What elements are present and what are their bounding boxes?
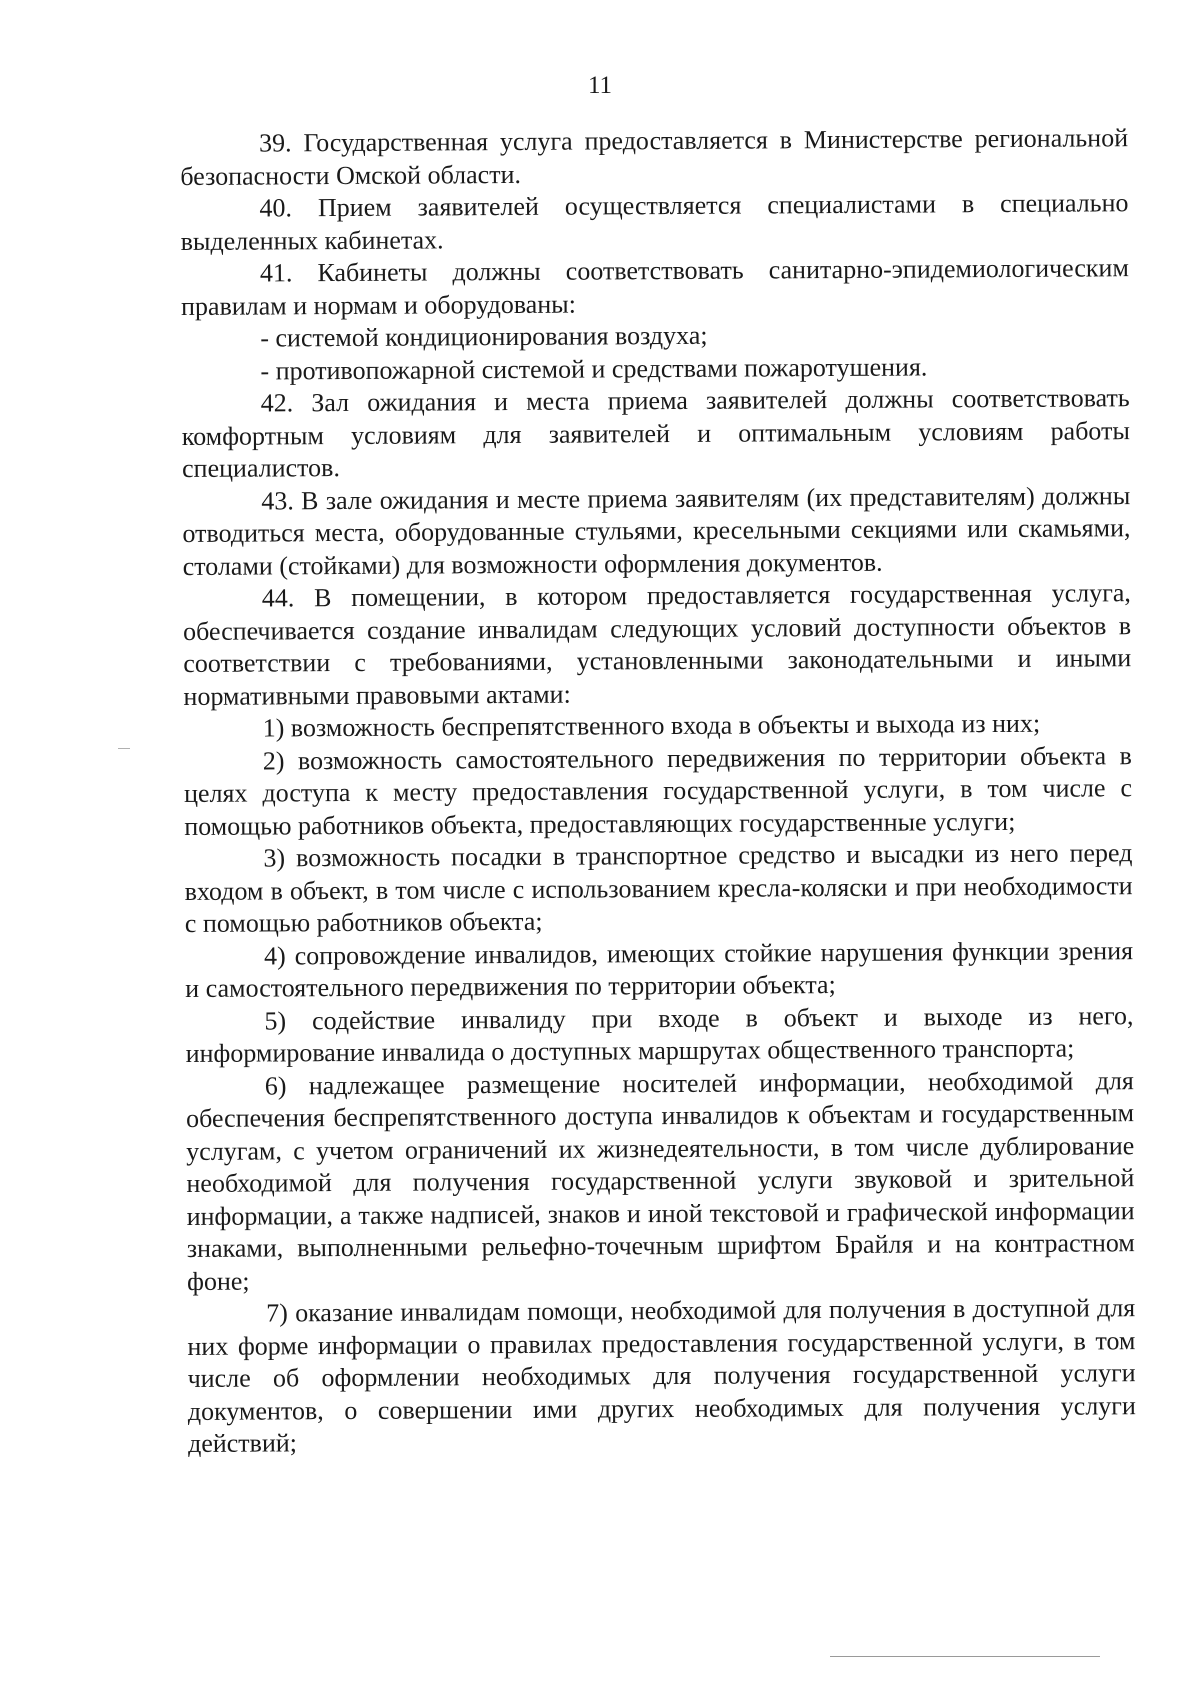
scan-mark xyxy=(118,748,130,749)
list-item-air-conditioning: - системой кондиционирования воздуха; xyxy=(260,320,708,353)
scan-edge-line xyxy=(830,1656,1100,1657)
list-item-4: 4) сопровождение инвалидов, имеющих стойкие нарушения функции зрения и самостоятельного передвижения по территории объекта; xyxy=(185,935,1134,1003)
page-number: 11 xyxy=(587,72,613,99)
list-item-3: 3) возможность посадки в транспортное средство и высадки из него перед входом в объект, в том числе с использованием кресла-коляски и при необходимости с помощью работников объекта; xyxy=(184,838,1133,938)
paragraph-41: 41. Кабинеты должны соответствовать санитарно-эпидемиологическим правилам и нормам и оборудованы: xyxy=(180,253,1129,321)
paragraph-42: 42. Зал ожидания и места приема заявителей должны соответствовать комфортным условиям для заявителей и оптимальным условиям работы специалистов. xyxy=(181,383,1130,483)
list-item-2: 2) возможность самостоятельного передвижения по территории объекта в целях доступа к месту предоставления государственной услуги, в том числе с помощью работников объекта, предоставляющих государственные услуги; xyxy=(183,740,1133,841)
document-body xyxy=(180,122,1136,1460)
paragraph-39: 39. Государственная услуга предоставляется в Министерстве региональной безопасности Омской области. xyxy=(180,123,1129,191)
paragraph-43: 43. В зале ожидания и месте приема заявителям (их представителям) должны отводиться места, оборудованные стульями, кресельными секциями или скамьями, столами (стойками) для возможности оформления документов. xyxy=(182,480,1131,581)
list-item-5: 5) содействие инвалиду при входе в объект и выходе из него, информирование инвалида о доступных маршрутах общественного транспорта; xyxy=(185,1000,1134,1068)
paragraph-44: 44. В помещении, в котором предоставляется государственная услуга, обеспечивается создание инвалидам следующих условий доступности объектов в соответствии с требованиями, установленными законодательными и иными нормативными правовыми актами: xyxy=(182,578,1132,711)
paragraph-40: 40. Прием заявителей осуществляется специалистами в специально выделенных кабинетах. xyxy=(180,188,1129,256)
list-item-6: 6) надлежащее размещение носителей информации, необходимой для обеспечения беспрепятственного доступа инвалидов к объектам и государственным услугам, с учетом ограничений их жизнедеятельности, в том числе дублирование необходимой для получения государственной услуги звуковой и зрительной информации, а также надписей, знаков и иной текстовой и графической информации знаками, выполненными рельефно-точечным шрифтом Брайля и на контрастном фоне; xyxy=(185,1065,1135,1296)
list-item-fire-protection: - противопожарной системой и средствами пожаротушения. xyxy=(260,351,928,386)
list-item-7: 7) оказание инвалидам помощи, необходимой для получения в доступной для них форме информации о правилах предоставления государственной услуги, в том числе об оформлении необходимых для получения государственной услуги документов, о совершении ими других необходимых для получения услуги действий; xyxy=(187,1293,1136,1458)
list-item-1: 1) возможность беспрепятственного входа в объекты и выхода из них; xyxy=(262,708,1041,743)
